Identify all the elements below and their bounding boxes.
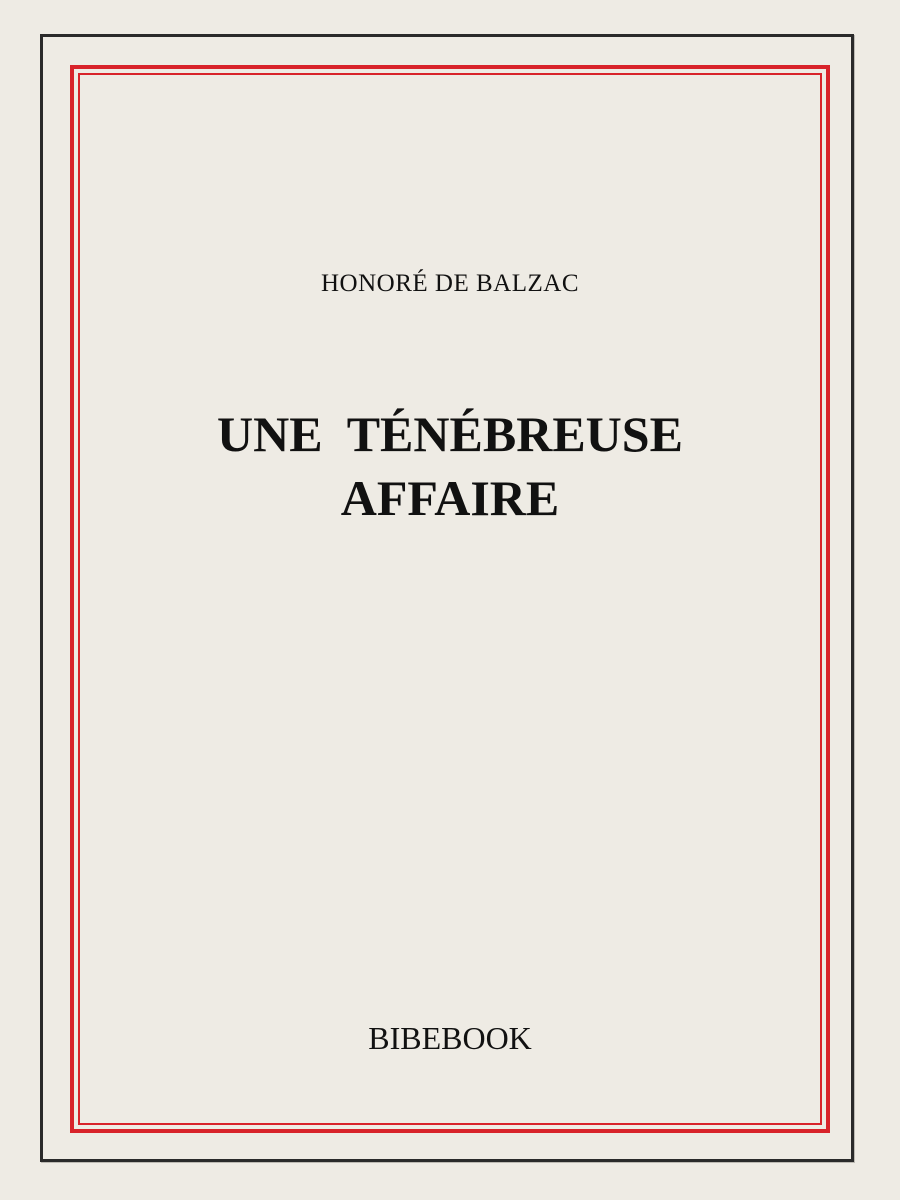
- book-title-line-2: AFFAIRE: [340, 470, 560, 526]
- author-name: HONORÉ DE BALZAC: [321, 270, 579, 297]
- publisher-name: BIBEBOOK: [368, 1020, 532, 1056]
- book-title: [0, 402, 900, 530]
- red-frame-inner: [78, 73, 822, 1125]
- book-title-line-1: UNE TÉNÉBREUSE: [217, 406, 683, 462]
